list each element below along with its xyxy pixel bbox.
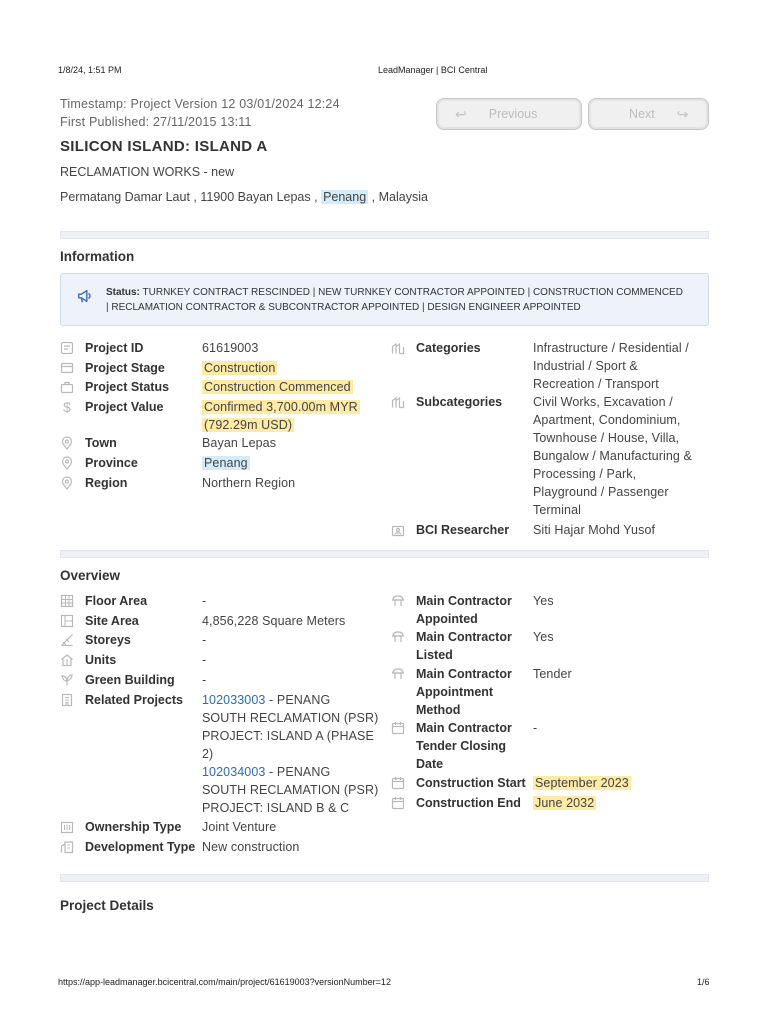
subcategories-line: Townhouse / House, Villa, <box>533 431 680 445</box>
green-building-icon <box>60 673 74 687</box>
information-heading: Information <box>60 249 135 264</box>
location-pin-icon <box>60 436 74 450</box>
project-value-value <box>202 398 360 434</box>
mc-tender-label <box>416 719 512 773</box>
mc-listed-label-line: Listed <box>416 648 453 662</box>
storeys-value: - <box>202 633 207 647</box>
location-pin-icon <box>60 476 74 490</box>
contractor-icon <box>391 630 405 644</box>
floor-area-icon <box>60 594 74 608</box>
timestamp: Timestamp: Project Version 12 03/01/2024 12:24 <box>60 97 340 111</box>
dollar-icon: $ <box>63 399 71 415</box>
categories-line: Infrastructure / Residential / <box>533 341 689 355</box>
related-project-text: SOUTH RECLAMATION (PSR) <box>202 711 379 725</box>
arrow-back-icon: ↩ <box>455 105 467 122</box>
project-address <box>60 190 428 204</box>
region-value: Northern Region <box>202 476 296 490</box>
related-project-text: PROJECT: ISLAND A (PHASE <box>202 729 374 743</box>
overview-heading: Overview <box>60 568 121 583</box>
related-project-link[interactable]: 102033003 <box>202 693 266 707</box>
construction-start-label: Construction Start <box>416 776 526 790</box>
researcher-icon <box>391 523 405 537</box>
project-title: SILICON ISLAND: ISLAND A <box>60 138 268 155</box>
province-highlight[interactable]: Penang <box>204 456 248 470</box>
calendar-icon <box>391 721 405 735</box>
related-projects-value <box>202 691 387 817</box>
mc-appointed-value: Yes <box>533 594 554 608</box>
project-status-value <box>202 378 353 396</box>
related-project-text: SOUTH RECLAMATION (PSR) <box>202 783 379 797</box>
address-country: , Malaysia <box>371 190 428 204</box>
print-url: https://app-leadmanager.bcicentral.com/main/project/61619003?versionNumber=12 <box>58 977 391 987</box>
related-project-text: - PENANG <box>269 765 331 779</box>
project-value-line1: Confirmed 3,700.00m MYR <box>204 400 358 414</box>
units-value: - <box>202 653 207 667</box>
units-label: Units <box>85 653 117 667</box>
site-area-icon <box>60 614 74 628</box>
calendar-icon <box>391 796 405 810</box>
floor-area-label: Floor Area <box>85 594 148 608</box>
related-project-link[interactable]: 102034003 <box>202 765 266 779</box>
storeys-label: Storeys <box>85 633 131 647</box>
id-card-icon <box>60 341 74 355</box>
subcategories-icon <box>391 395 405 409</box>
storeys-icon <box>60 633 74 647</box>
section-divider <box>60 550 709 558</box>
status-text-line1: TURNKEY CONTRACT RESCINDED | NEW TURNKEY CONTRACTOR APPOINTED | CONSTRUCTION COMMENCED <box>142 287 683 298</box>
related-projects-icon <box>60 693 74 707</box>
previous-label: Previous <box>488 107 538 121</box>
related-project-text: PROJECT: ISLAND B & C <box>202 801 350 815</box>
construction-start-value <box>533 774 631 792</box>
subcategories-value <box>533 393 692 519</box>
status-label: Status: <box>106 287 140 298</box>
project-status-highlight: Construction Commenced <box>204 380 351 394</box>
subcategories-label: Subcategories <box>416 395 503 409</box>
previous-button[interactable] <box>436 98 582 130</box>
arrow-forward-icon: ↪ <box>676 105 689 122</box>
next-button[interactable] <box>588 98 709 130</box>
related-project-text: - PENANG <box>269 693 331 707</box>
print-page-number: 1/6 <box>697 977 710 987</box>
mc-appointed-label-line: Appointed <box>416 612 478 626</box>
briefcase-icon <box>60 380 74 394</box>
project-stage-label: Project Stage <box>85 361 165 375</box>
calendar-icon <box>391 776 405 790</box>
categories-label: Categories <box>416 341 481 355</box>
mc-tender-label-line: Main Contractor <box>416 721 512 735</box>
ownership-type-label: Ownership Type <box>85 820 182 834</box>
project-value-line2: (792.29m USD) <box>204 418 293 432</box>
status-text-line2: | RECLAMATION CONTRACTOR & SUBCONTRACTOR APPOINTED | DESIGN ENGINEER APPOINTED <box>106 302 581 313</box>
subcategories-line: Processing / Park, <box>533 467 637 481</box>
construction-end-value <box>533 794 596 812</box>
categories-value <box>533 339 689 393</box>
floor-area-value: - <box>202 594 207 608</box>
subcategories-line: Playground / Passenger <box>533 485 669 499</box>
next-label: Next <box>629 107 655 121</box>
address-street: Permatang Damar Laut , 11900 Bayan Lepas , <box>60 190 318 204</box>
construction-end-label: Construction End <box>416 796 521 810</box>
construction-end-highlight: June 2032 <box>535 796 595 810</box>
address-state[interactable]: Penang <box>323 190 367 204</box>
development-type-label: Development Type <box>85 840 196 854</box>
green-building-label: Green Building <box>85 673 175 687</box>
project-stage-value <box>202 359 277 377</box>
contractor-icon <box>391 594 405 608</box>
project-id-label: Project ID <box>85 341 144 355</box>
project-value-label: Project Value <box>85 400 164 414</box>
categories-icon <box>391 341 405 355</box>
site-area-value: 4,856,228 Square Meters <box>202 614 346 628</box>
province-label: Province <box>85 456 138 470</box>
project-subtitle: RECLAMATION WORKS - new <box>60 165 235 179</box>
researcher-label: BCI Researcher <box>416 523 510 537</box>
section-divider <box>60 231 709 239</box>
mc-method-label-line: Appointment <box>416 685 494 699</box>
development-type-value: New construction <box>202 840 300 854</box>
project-id-value: 61619003 <box>202 341 259 355</box>
construction-start-highlight: September 2023 <box>535 776 629 790</box>
project-status-label: Project Status <box>85 380 170 394</box>
region-label: Region <box>85 476 128 490</box>
units-icon <box>60 653 74 667</box>
categories-line: Recreation / Transport <box>533 377 659 391</box>
status-banner <box>60 273 709 326</box>
mc-method-label-line: Main Contractor <box>416 667 512 681</box>
mc-method-label <box>416 665 512 719</box>
province-value <box>202 454 250 472</box>
stage-icon <box>60 361 74 375</box>
mc-tender-value: - <box>533 721 538 735</box>
location-pin-icon <box>60 456 74 470</box>
mc-tender-label-line: Tender Closing <box>416 739 507 753</box>
subcategories-line: Bungalow / Manufacturing & <box>533 449 692 463</box>
related-projects-label: Related Projects <box>85 693 183 707</box>
town-label: Town <box>85 436 117 450</box>
mc-listed-value: Yes <box>533 630 554 644</box>
project-details-heading: Project Details <box>60 898 154 913</box>
researcher-value: Siti Hajar Mohd Yusof <box>533 523 656 537</box>
section-divider <box>60 874 709 882</box>
green-building-value: - <box>202 673 207 687</box>
first-published: First Published: 27/11/2015 13:11 <box>60 115 252 129</box>
subcategories-line: Civil Works, Excavation / <box>533 395 673 409</box>
subcategories-line: Terminal <box>533 503 582 517</box>
mc-method-label-line: Method <box>416 703 461 717</box>
contractor-icon <box>391 667 405 681</box>
mc-listed-label <box>416 628 512 664</box>
ownership-type-value: Joint Venture <box>202 820 277 834</box>
megaphone-icon <box>76 287 94 305</box>
ownership-icon <box>60 820 74 834</box>
related-project-text: 2) <box>202 747 214 761</box>
mc-listed-label-line: Main Contractor <box>416 630 512 644</box>
development-icon <box>60 840 74 854</box>
town-value: Bayan Lepas <box>202 436 277 450</box>
categories-line: Industrial / Sport & <box>533 359 638 373</box>
mc-tender-label-line: Date <box>416 757 444 771</box>
subcategories-line: Apartment, Condominium, <box>533 413 681 427</box>
mc-method-value: Tender <box>533 667 572 681</box>
site-area-label: Site Area <box>85 614 139 628</box>
mc-appointed-label-line: Main Contractor <box>416 594 512 608</box>
project-stage-highlight: Construction <box>204 361 276 375</box>
print-datetime: 1/8/24, 1:51 PM <box>58 65 122 75</box>
mc-appointed-label <box>416 592 512 628</box>
print-page-title: LeadManager | BCI Central <box>378 65 488 75</box>
